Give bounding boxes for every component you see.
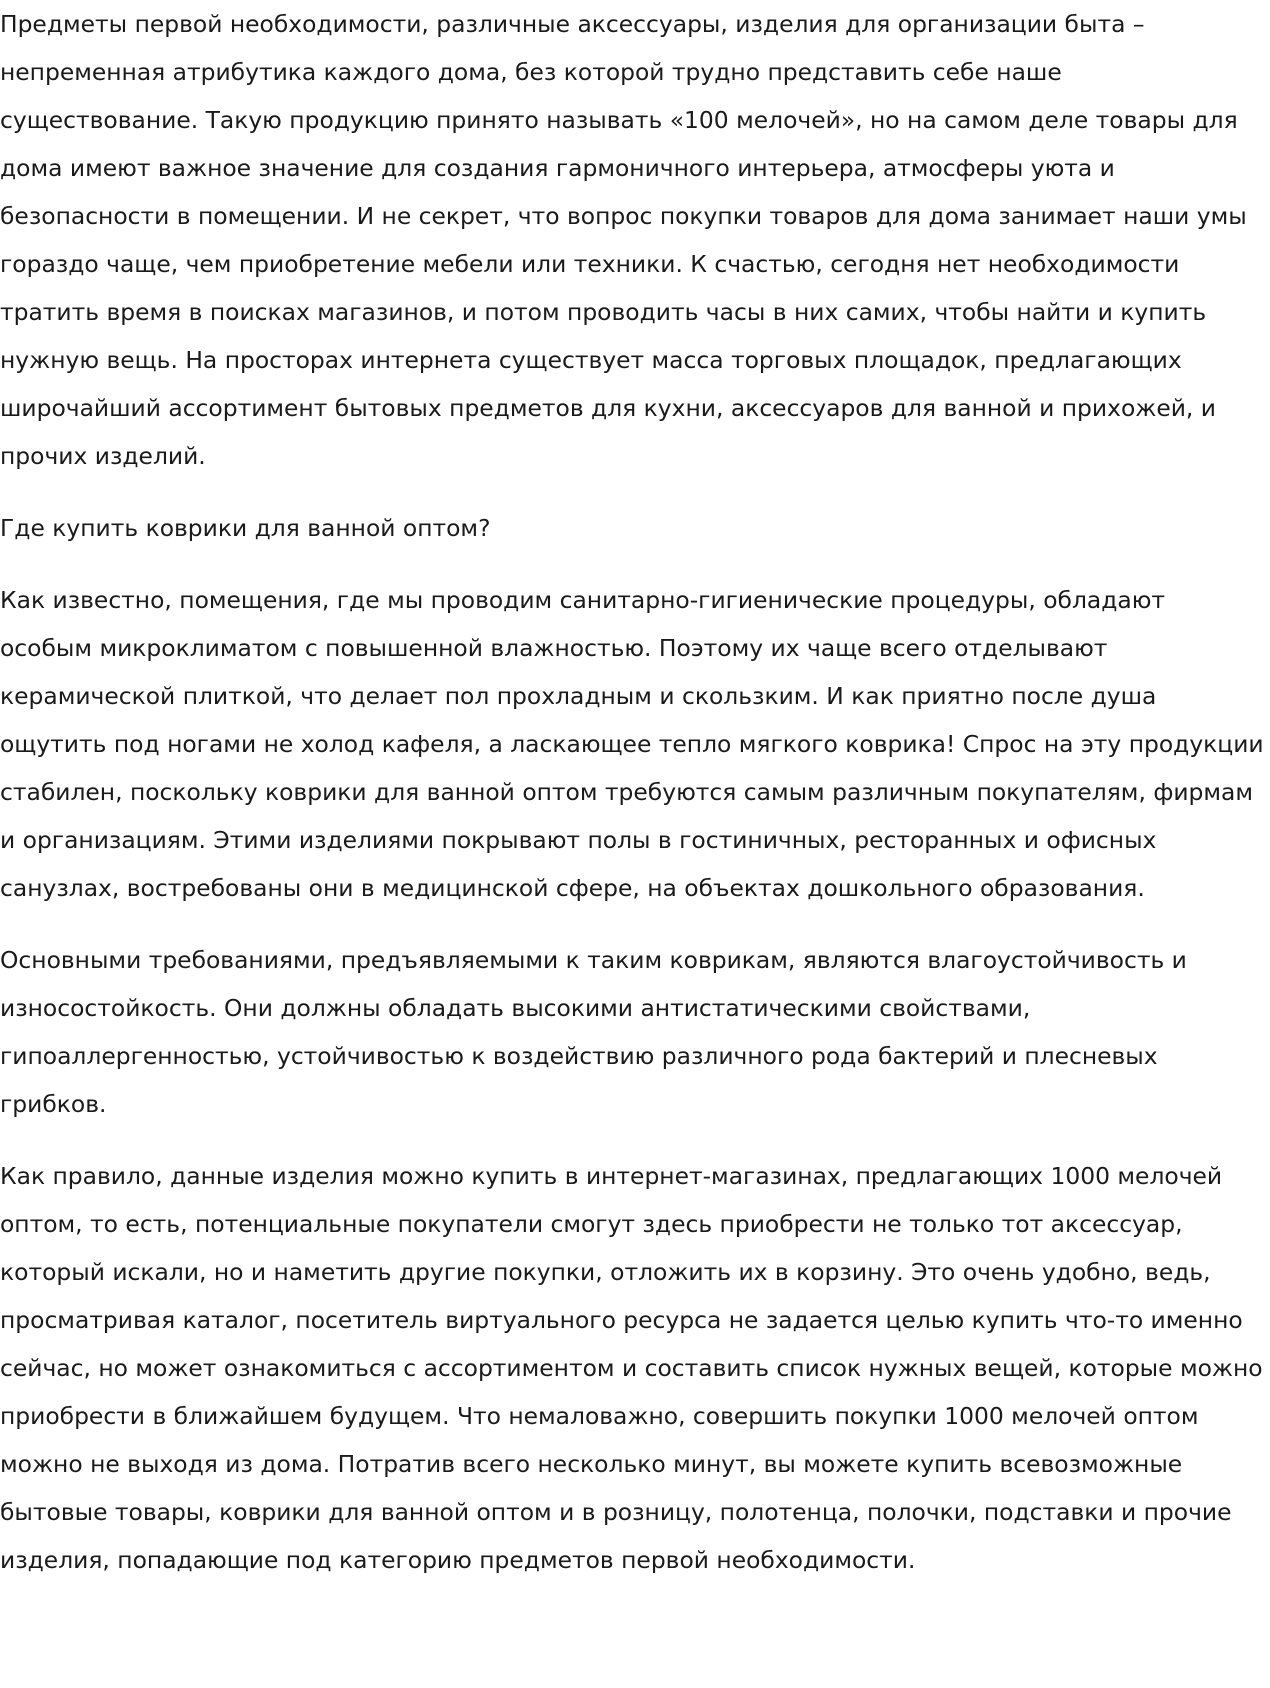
- section-heading: Где купить коврики для ванной оптом?: [0, 514, 491, 542]
- shopping-paragraph: Как правило, данные изделия можно купить в интернет-магазинах, предлагающих 1000 мелочей оптом, то есть, потенциальные покупатели смогут здесь приобрести не только тот аксессуар, который искали, но и наметить другие покупки, отложить их в корзину. Это очень удобно, ведь, просматривая каталог, посетитель виртуального ресурса не задается целью купить что-то именно сейчас, но может ознакомиться с ассортиментом и составить список нужных вещей, которые можно приобрести в ближайшем будущем. Что немаловажно, совершить покупки 1000 мелочей оптом можно не выходя из дома. Потратив всего несколько минут, вы можете купить всевозможные бытовые товары, коврики для ванной оптом и в розницу, полотенца, полочки, подставки и прочие изделия, попадающие под категорию предметов первой необходимости.: [0, 1162, 1263, 1574]
- bathroom-paragraph: Как известно, помещения, где мы проводим санитарно-гигиенические процедуры, обладают особым микроклиматом с повышенной влажностью. Поэтому их чаще всего отделывают керамической плиткой, что делает пол прохладным и скользким. И как приятно после душа ощутить под ногами не холод кафеля, а ласкающее тепло мягкого коврика! Спрос на эту продукции стабилен, поскольку коврики для ванной оптом требуются самым различным покупателям, фирмам и организациям. Этими изделиями покрывают полы в гостиничных, ресторанных и офисных санузлах, востребованы они в медицинской сфере, на объектах дошкольного образования.: [0, 586, 1264, 902]
- intro-paragraph: Предметы первой необходимости, различные аксессуары, изделия для организации быта – непременная атрибутика каждого дома, без которой трудно представить себе наше существование. Такую продукцию принято называть «100 мелочей», но на самом деле товары для дома имеют важное значение для создания гармоничного интерьера, атмосферы уюта и безопасности в помещении. И не секрет, что вопрос покупки товаров для дома занимает наши умы гораздо чаще, чем приобретение мебели или техники. К счастью, сегодня нет необходимости тратить время в поисках магазинов, и потом проводить часы в них самих, чтобы найти и купить нужную вещь. На просторах интернета существует масса торговых площадок, предлагающих широчайший ассортимент бытовых предметов для кухни, аксессуаров для ванной и прихожей, и прочих изделий.: [0, 10, 1247, 470]
- requirements-paragraph: Основными требованиями, предъявляемыми к таким коврикам, являются влагоустойчивость и износостойкость. Они должны обладать высокими антистатическими свойствами, гипоаллергенностью, устойчивостью к воздействию различного рода бактерий и плесневых грибков.: [0, 946, 1187, 1118]
